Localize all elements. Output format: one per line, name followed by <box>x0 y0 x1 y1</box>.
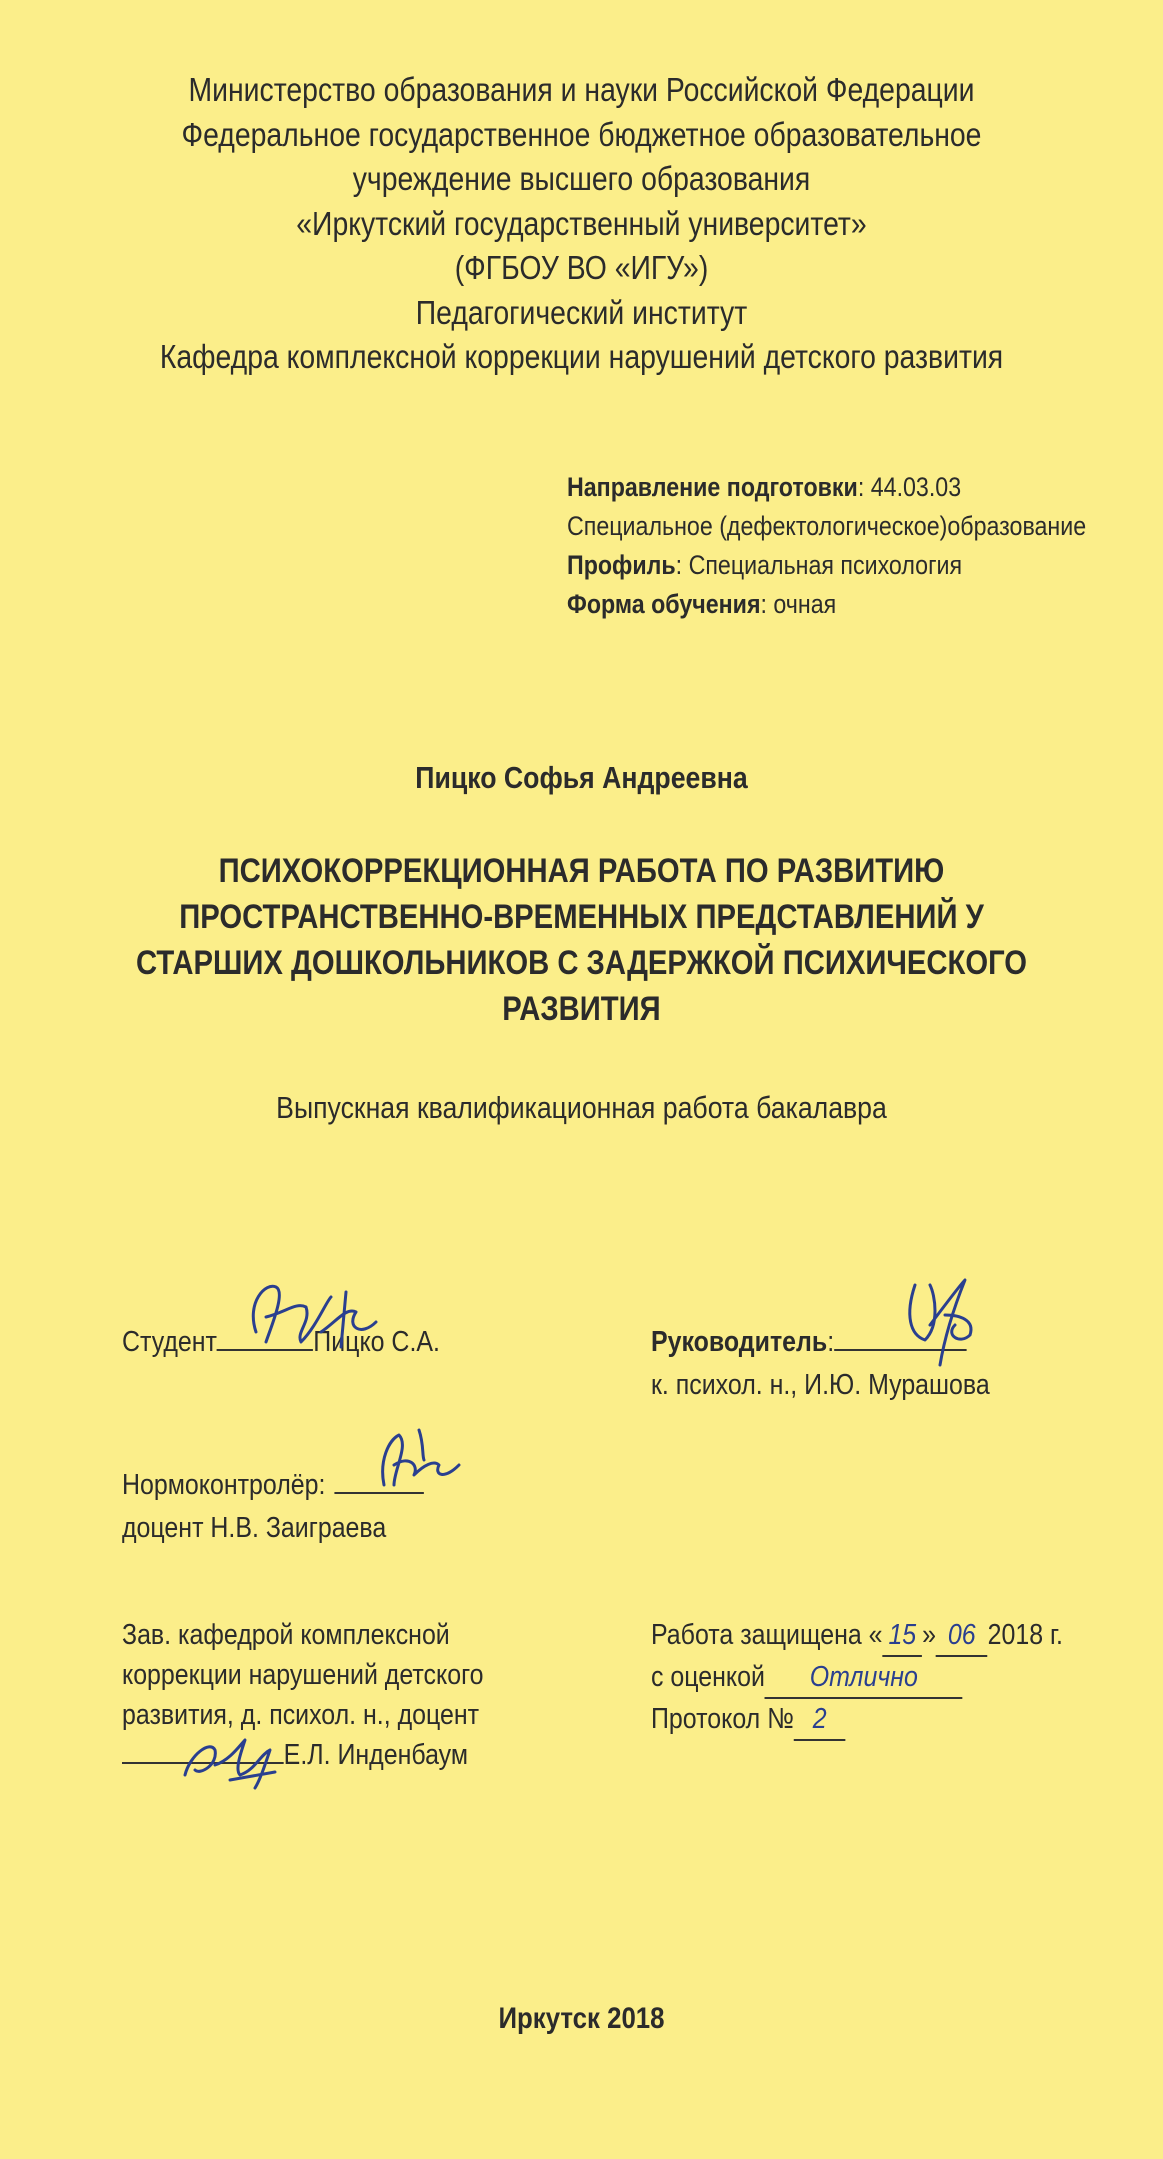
ministry-line: Министерство образования и науки Российской Федерации <box>188 71 975 108</box>
direction-name: Специальное (дефектологическое)образование <box>567 511 1087 541</box>
direction-code: : 44.03.03 <box>857 472 962 502</box>
supervisor-signature-icon <box>885 1265 995 1375</box>
protocol-number: 2 <box>794 1699 846 1741</box>
student-label: Студент <box>122 1326 217 1358</box>
defense-month: 06 <box>936 1615 988 1657</box>
profile-value: : Специальная психология <box>675 550 963 580</box>
department-line: Кафедра комплексной коррекции нарушений детского развития <box>159 338 1004 375</box>
institute-line: Педагогический институт <box>415 293 748 331</box>
institution-level-line: учреждение высшего образования <box>352 160 811 197</box>
normcontrol-name: доцент Н.В. Заиграева <box>122 1512 387 1544</box>
student-signature-icon <box>236 1272 386 1362</box>
thesis-title <box>0 848 1163 1032</box>
head-line-3: развития, д. психол. н., доцент <box>122 1699 480 1731</box>
work-type: Выпускная квалификационная работа бакалавра <box>276 1090 887 1125</box>
defense-year: 2018 г. <box>987 1619 1063 1651</box>
defense-quote: » <box>922 1619 936 1651</box>
study-direction-block <box>567 468 1086 624</box>
supervisor-colon: : <box>827 1326 835 1358</box>
university-abbrev-line: (ФГБОУ ВО «ИГУ») <box>454 249 709 286</box>
head-name: Е.Л. Инденбаум <box>283 1739 469 1771</box>
head-signature-icon <box>160 1720 300 1790</box>
student-name: Пицко С.А. <box>313 1326 440 1358</box>
head-line-1: Зав. кафедрой комплексной <box>122 1619 450 1651</box>
defense-prefix: Работа защищена « <box>651 1619 883 1651</box>
city-year: Иркутск 2018 <box>498 2002 665 2035</box>
institution-type-line: Федеральное государственное бюджетное образовательное <box>181 115 982 153</box>
study-form-value: : очная <box>760 589 837 619</box>
university-name-line: «Иркутский государственный университет» <box>296 204 867 242</box>
grade-label: с оценкой <box>651 1661 765 1693</box>
normcontrol-signature-icon <box>364 1420 474 1500</box>
author-name: Пицко Софья Андреевна <box>415 760 748 795</box>
supervisor-label: Руководитель <box>651 1326 828 1358</box>
grade-value: Отлично <box>765 1657 963 1699</box>
defense-day: 15 <box>883 1615 923 1657</box>
supervisor-name: к. психол. н., И.Ю. Мурашова <box>651 1369 990 1401</box>
head-line-2: коррекции нарушений детского <box>122 1659 484 1691</box>
title-line: ПРОСТРАНСТВЕННО-ВРЕМЕННЫХ ПРЕДСТАВЛЕНИЙ У <box>179 898 984 936</box>
defense-block <box>651 1615 1063 1741</box>
profile-label: Профиль <box>567 550 676 580</box>
institution-header <box>0 68 1163 380</box>
protocol-label: Протокол № <box>651 1703 794 1735</box>
title-line: ПСИХОКОРРЕКЦИОННАЯ РАБОТА ПО РАЗВИТИЮ <box>218 852 945 890</box>
title-line: СТАРШИХ ДОШКОЛЬНИКОВ С ЗАДЕРЖКОЙ ПСИХИЧЕСКОГО <box>135 944 1028 982</box>
direction-label: Направление подготовки <box>567 472 858 502</box>
title-line: РАЗВИТИЯ <box>502 990 661 1028</box>
study-form-label: Форма обучения <box>567 589 761 619</box>
normcontrol-label: Нормоконтролёр: <box>122 1469 326 1501</box>
